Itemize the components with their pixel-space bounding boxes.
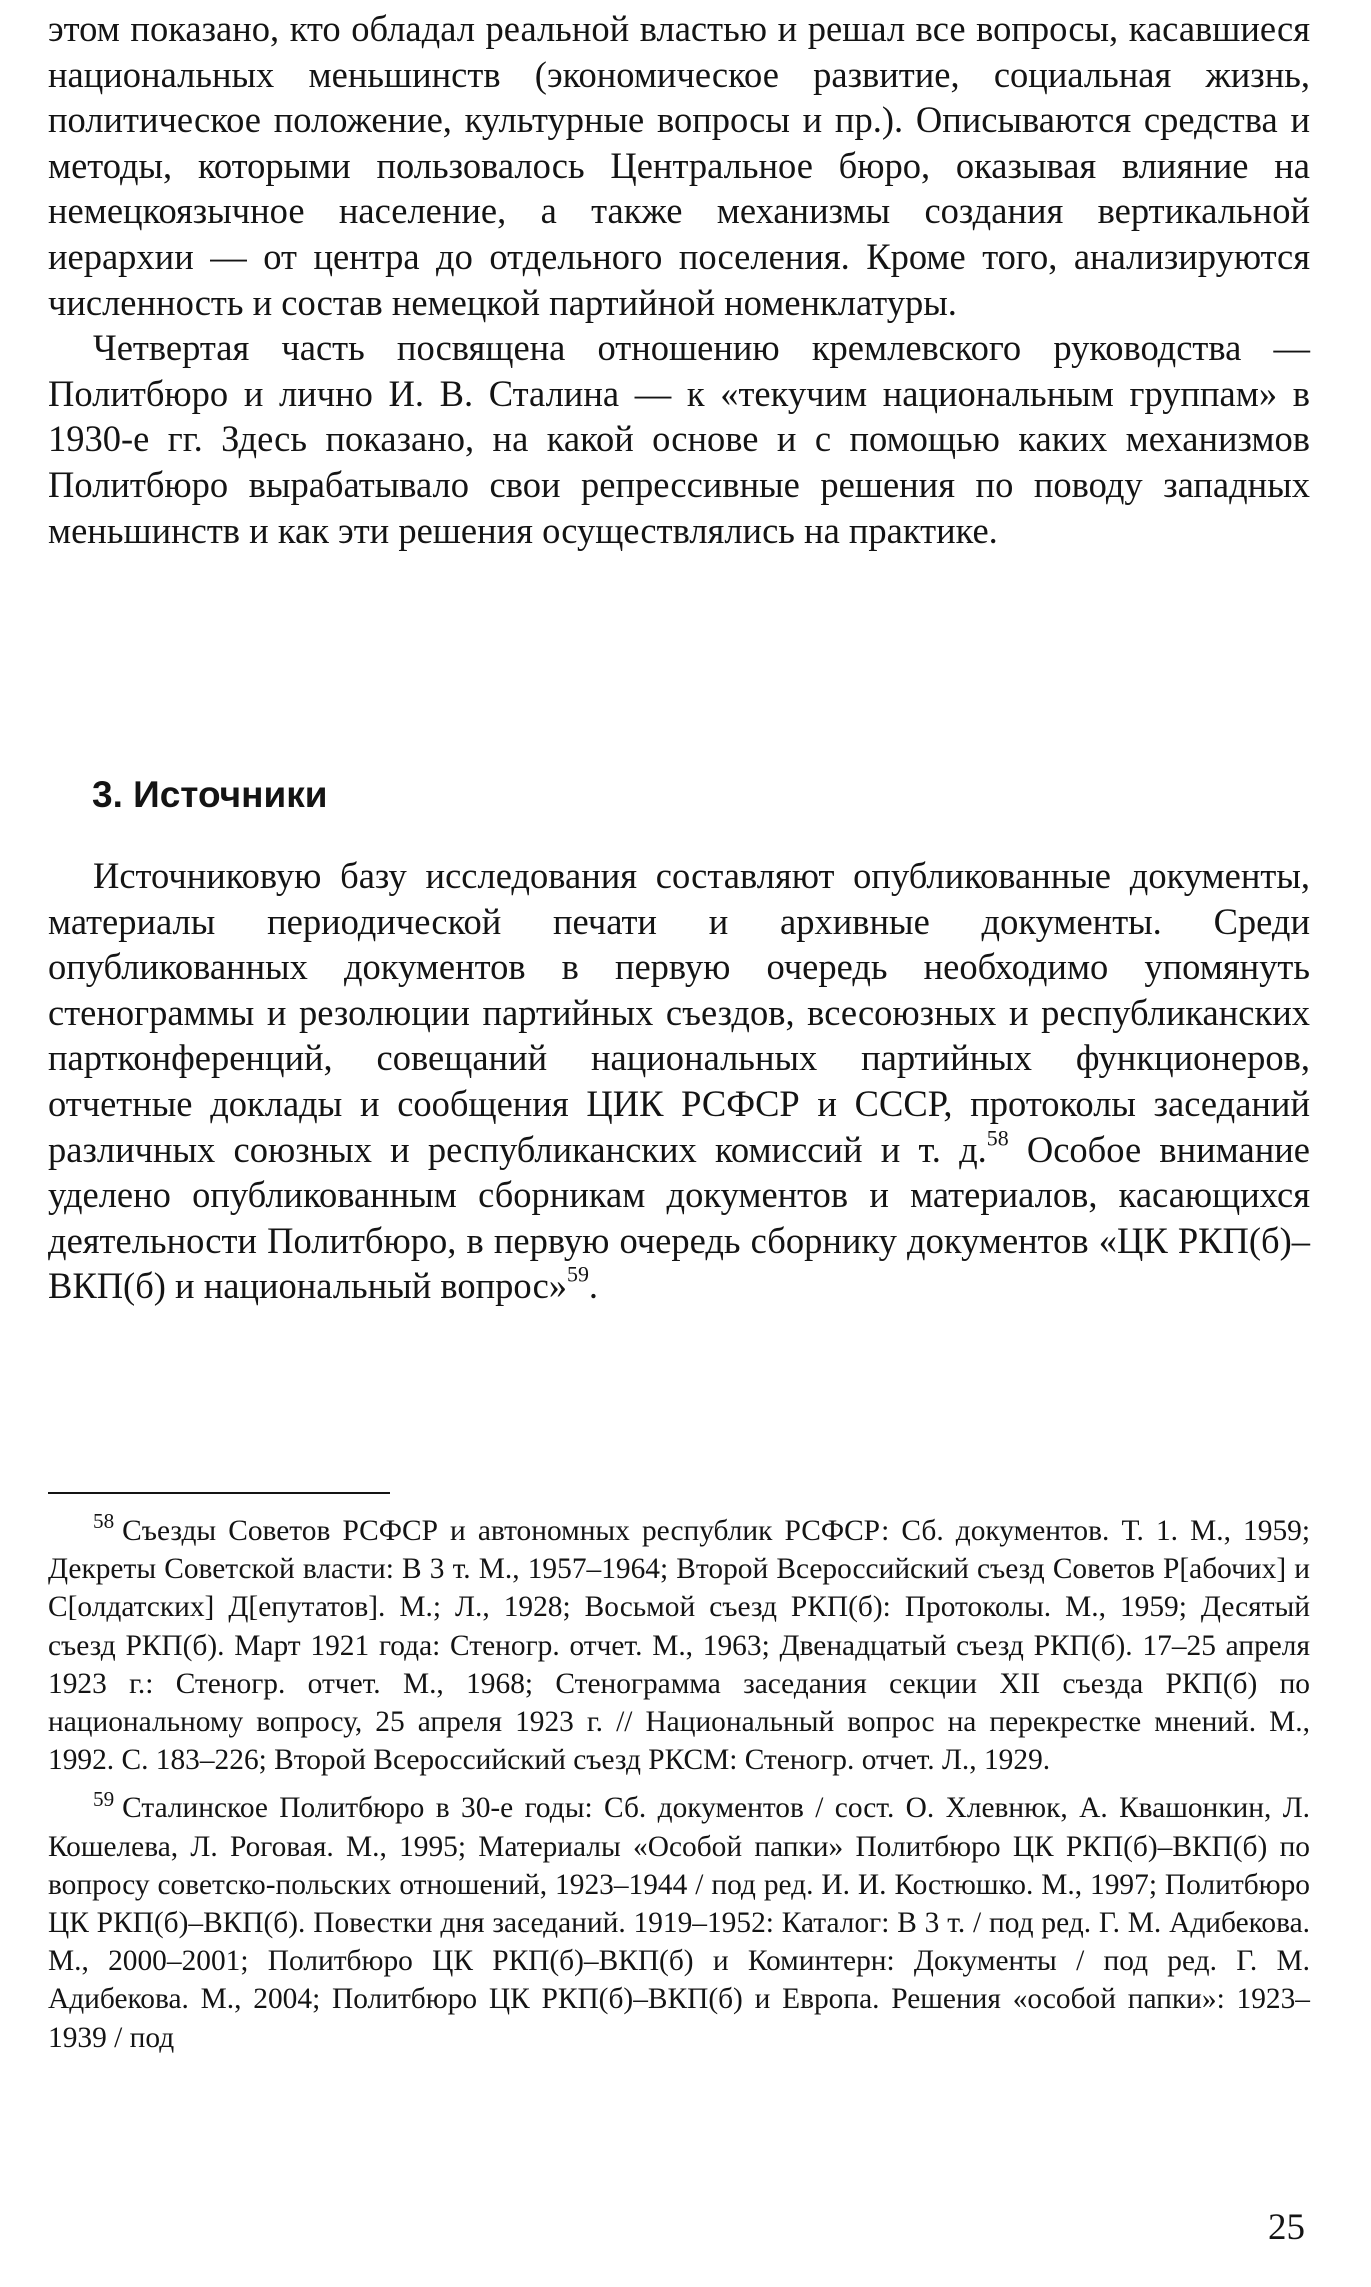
footnote-58 xyxy=(48,1509,1310,1779)
sources-text-end: . xyxy=(588,1265,599,1307)
paragraph-part-four: Четвертая часть посвящена отношению кремлевского руководства — Политбюро и лично И. В. Сталина — к «текучим национальным группам» в 1930-е гг. Здесь показано, на какой основе и с помощью каких механизмов Политбюро вырабатывало свои репрессивные решения по поводу западных меньшинств и как эти решения осуществлялись на практике. xyxy=(48,327,1310,551)
footnote-separator xyxy=(48,1492,390,1494)
footnote-text: Съезды Советов РСФСР и автономных республик РСФСР: Сб. документов. Т. 1. М., 1959; Декреты Советской власти: В 3 т. М., 1957–1964; Второй Всероссийский съезд Советов Р[абочих] и С[олдатских] Д[епутатов]. М.; Л., 1928; Восьмой съезд РКП(б): Протоколы. М., 1959; Десятый съезд РКП(б). Март 1921 года: Стеногр. отчет. М., 1963; Двенадцатый съезд РКП(б). 17–25 апреля 1923 г.: Стеногр. отчет. М., 1968; Стенограмма заседания секции XII съезда РКП(б) по национальному вопросу, 25 апреля 1923 г. // Национальный вопрос на перекрестке мнений. М., 1992. С. 183–226; Второй Всероссийский съезд РКСМ: Стеногр. отчет. Л., 1929. xyxy=(48,1515,1310,1777)
footnote-number: 59 xyxy=(93,1786,115,1811)
sources-text-a: Источниковую базу исследования составляют опубликованные документы, материалы периодической печати и архивные документы. Среди опубликованных документов в первую очередь необходимо упомянуть стенограммы и резолюции партийных съездов, всесоюзных и республиканских партконференций, совещаний национальных партийных функционеров, отчетные доклады и сообщения ЦИК РСФСР и СССР, протоколы заседаний различных союзных и республиканских комиссий и т. д. xyxy=(48,855,1310,1170)
footnotes xyxy=(48,1509,1310,2057)
sources-text-b: Особое внимание уделено опубликованным сборникам документов и материалов, касающихся деятельности Политбюро, в первую очередь сборнику документов «ЦК РКП(б)–ВКП(б) и национальный вопрос» xyxy=(48,1128,1310,1307)
footnote-number: 58 xyxy=(93,1509,115,1534)
footnote-text: Сталинское Политбюро в 30-е годы: Сб. документов / сост. О. Хлевнюк, А. Квашонкин, Л. Кошелева, Л. Роговая. М., 1995; Материалы «Особой папки» Политбюро ЦК РКП(б)–ВКП(б) по вопросу советско-польских отношений, 1923–1944 / под ред. И. И. Костюшко. М., 1997; Политбюро ЦК РКП(б)–ВКП(б). Повестки дня заседаний. 1919–1952: Каталог: В 3 т. / под ред. Г. М. Адибекова. М., 2000–2001; Политбюро ЦК РКП(б)–ВКП(б) и Коминтерн: Документы / под ред. Г. М. Адибекова. М., 2004; Политбюро ЦК РКП(б)–ВКП(б) и Европа. Решения «особой папки»: 1923–1939 / под xyxy=(48,1792,1310,2054)
footnote-ref-58[interactable]: 58 xyxy=(986,1125,1009,1151)
footnote-59 xyxy=(48,1786,1310,2056)
paragraph-central-bureau: этом показано, кто обладал реальной властью и решал все вопросы, касавшиеся национальных меньшинств (экономическое развитие, социальная жизнь, политическое положение, культурные вопросы и пр.). Описываются средства и методы, которыми пользовалось Центральное бюро, оказывая влияние на немецкоязычное население, а также механизмы создания вертикальной иерархии — от центра до отдельного поселения. Кроме того, анализируются численность и состав немецкой партийной номенклатуры. xyxy=(48,8,1310,323)
intro-text xyxy=(48,6,1310,553)
sources-text xyxy=(48,853,1310,1309)
section-heading: 3. Источники xyxy=(92,774,328,815)
paragraph-sources xyxy=(48,853,1310,1309)
page-number: 25 xyxy=(1268,2207,1305,2248)
footnote-ref-59[interactable]: 59 xyxy=(567,1261,589,1287)
